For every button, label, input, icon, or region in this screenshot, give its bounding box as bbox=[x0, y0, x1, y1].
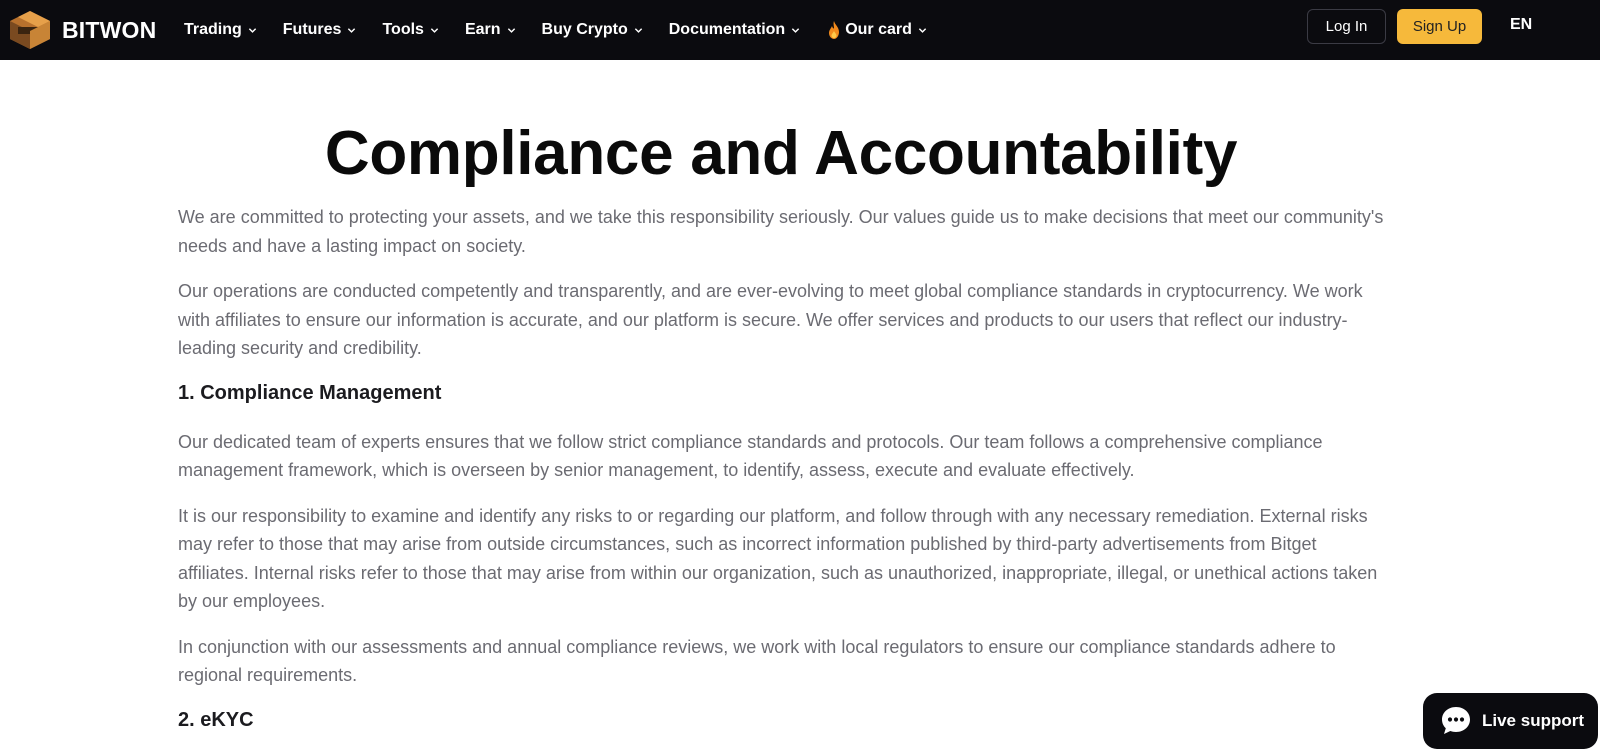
top-navigation-bar bbox=[0, 0, 1600, 60]
fire-icon bbox=[826, 20, 842, 40]
chevron-down-icon bbox=[347, 26, 356, 35]
section-paragraph: It is our responsibility to examine and identify any risks to or regarding our platform, and follow through with any necessary remediation. External risks may refer to those that may arise from outside circumstances, such as incorrect information published by third-party advertisements from Bitget affiliates. Internal risks refer to those that may arise from within our organization, such as unauthorized, inappropriate, illegal, or unethical actions taken by our employees. bbox=[178, 505, 1378, 611]
brand-name: BITWON bbox=[62, 16, 157, 43]
intro-paragraph: We are committed to protecting your assets, and we take this responsibility seriously. Our values guide us to make decisions that meet our community's needs and have a lasting impact on society. bbox=[178, 207, 1384, 256]
main-nav bbox=[184, 0, 953, 60]
nav-label: Tools bbox=[382, 21, 424, 38]
chevron-down-icon bbox=[918, 26, 927, 35]
signup-button[interactable]: Sign Up bbox=[1397, 9, 1482, 44]
article-content bbox=[178, 203, 1388, 751]
section-paragraph: In conjunction with our assessments and annual compliance reviews, we work with local regulators to ensure our compliance standards adhere to regional requirements. bbox=[178, 636, 1336, 685]
nav-trading[interactable] bbox=[184, 21, 257, 39]
chevron-down-icon bbox=[791, 26, 800, 35]
live-support-button[interactable] bbox=[1423, 693, 1598, 749]
nav-tools[interactable] bbox=[382, 21, 438, 39]
language-selector[interactable]: EN bbox=[1510, 16, 1533, 33]
page-title: Compliance and Accountability bbox=[324, 119, 1238, 188]
chevron-down-icon bbox=[248, 26, 257, 35]
chevron-down-icon bbox=[634, 26, 643, 35]
bitwon-logo-icon bbox=[8, 10, 52, 50]
chevron-down-icon bbox=[430, 26, 439, 35]
login-button[interactable]: Log In bbox=[1307, 9, 1386, 44]
chevron-down-icon bbox=[507, 26, 516, 35]
section-heading-ekyc: 2. eKYC bbox=[178, 708, 254, 731]
section-heading-compliance-management: 1. Compliance Management bbox=[178, 381, 442, 404]
nav-label: Earn bbox=[464, 21, 501, 38]
intro-paragraph: Our operations are conducted competently and transparently, and are ever-evolving to meet global compliance standards in cryptocurrency. We work with affiliates to ensure our information is accurate, and our platform is secure. We offer services and products to our users that reflect our industry-leading security and credibility. bbox=[178, 281, 1363, 358]
nav-label: Futures bbox=[282, 21, 342, 38]
nav-documentation[interactable] bbox=[669, 21, 800, 39]
nav-label: Documentation bbox=[668, 21, 786, 38]
nav-label: Buy Crypto bbox=[541, 21, 628, 38]
nav-label: Trading bbox=[184, 21, 242, 38]
nav-earn[interactable] bbox=[465, 21, 516, 39]
nav-our-card[interactable] bbox=[826, 20, 927, 40]
nav-futures[interactable] bbox=[283, 21, 357, 39]
nav-buy-crypto[interactable] bbox=[542, 21, 643, 39]
section-paragraph: Our dedicated team of experts ensures that we follow strict compliance standards and protocols. Our team follows a comprehensive compliance management framework, which is overseen by senior management, to identify, assess, execute and evaluate effectively. bbox=[178, 431, 1323, 480]
chat-bubble-icon bbox=[1439, 704, 1473, 738]
live-support-label: Live support bbox=[1482, 711, 1585, 730]
brand-logo-link[interactable] bbox=[8, 8, 156, 52]
nav-label: Our card bbox=[845, 21, 912, 38]
